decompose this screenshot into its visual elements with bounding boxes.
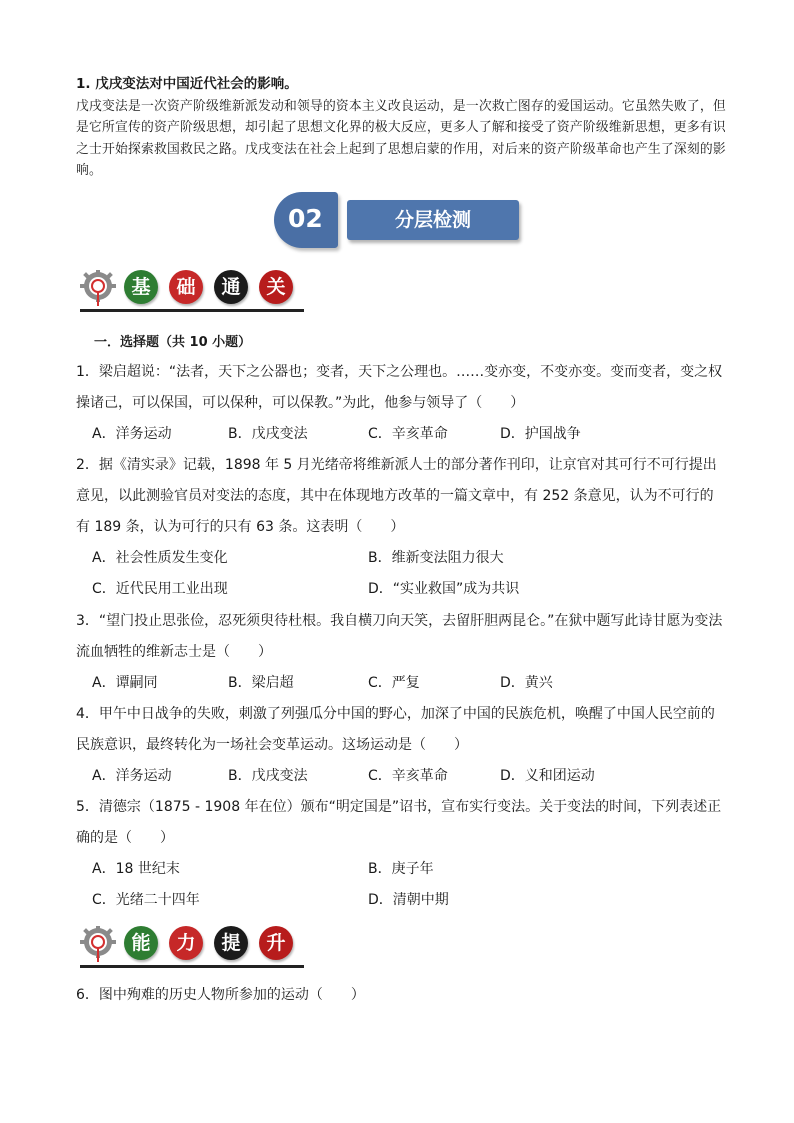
banner-underline [80,309,304,312]
section-label: 分层检测 [347,200,519,240]
banner-char-3: 提 [214,926,248,960]
option-d[interactable]: D．义和团运动 [500,768,595,784]
gear-magnifier-icon [80,926,116,962]
banner-char-3: 通 [214,270,248,304]
banner-char-1: 能 [124,926,158,960]
option-b[interactable]: B．戊戌变法 [228,426,308,442]
banner-char-4: 升 [259,926,293,960]
banner-char-2: 础 [169,270,203,304]
question-2 [76,450,726,605]
option-d[interactable]: D．黄兴 [500,675,553,691]
question-5 [76,792,726,916]
option-b[interactable]: B．庚子年 [368,861,434,877]
question-1 [76,357,726,450]
question-6 [76,980,726,1011]
banner-basic [80,268,304,312]
question-3 [76,606,726,699]
option-c[interactable]: C．近代民用工业出现 [92,581,228,597]
section-number: 02 [288,204,323,233]
option-a[interactable]: A．18 世纪末 [92,861,180,877]
question-stem: 2．据《清实录》记载，1898 年 5 月光绪帝将维新派人士的部分著作刊印，让京官对其可行不可行提出意见，以此测验官员对变法的态度，其中在体现地方改革的一篇文章中，有 252 条意见，认为不可行的有 189 条，认为可行的只有 63 条。这表明（ ） [76,457,717,535]
section-header [274,192,524,250]
intro-block [76,74,726,182]
option-d[interactable]: D．护国战争 [500,426,581,442]
option-a[interactable]: A．谭嗣同 [92,675,158,691]
option-c[interactable]: C．严复 [368,675,420,691]
banner-char-4: 关 [259,270,293,304]
option-c[interactable]: C．辛亥革命 [368,426,448,442]
option-c[interactable]: C．辛亥革命 [368,768,448,784]
option-c[interactable]: C．光绪二十四年 [92,892,200,908]
option-b[interactable]: B．维新变法阻力很大 [368,550,504,566]
banner-advanced [80,924,304,968]
intro-body: 戊戌变法是一次资产阶级维新派发动和领导的资本主义改良运动，是一次救亡图存的爱国运动。它虽然失败了，但是它所宣传的资产阶级思想，却引起了思想文化界的极大反应，更多人了解和接受了资产阶级维新思想，更多有识之士开始探索救国救民之路。戊戌变法在社会上起到了思想启蒙的作用，对后来的资产阶级革命也产生了深刻的影响。 [76,98,726,178]
question-options [76,854,726,885]
question-options [76,574,726,605]
option-d[interactable]: D．“实业救国”成为共识 [368,581,520,597]
question-options [76,668,726,699]
question-type-heading: 一．选择题（共 10 小题） [94,335,252,350]
banner-char-2: 力 [169,926,203,960]
question-stem: 5．清德宗（1875 - 1908 年在位）颁布“明定国是”诏书，宣布实行变法。关于变法的时间，下列表述正确的是（ ） [76,799,722,846]
question-options [76,885,726,916]
intro-title: 1. 戊戌变法对中国近代社会的影响。 [76,76,298,92]
banner-underline [80,965,304,968]
question-stem: 1．梁启超说：“法者，天下之公器也；变者，天下之公理也。……变亦变，不变亦变。变而变者，变之权操诸己，可以保国，可以保种，可以保教。”为此，他参与领导了（ ） [76,364,723,411]
section-number-badge [274,192,338,248]
question-options [76,419,726,450]
banner-char-1: 基 [124,270,158,304]
option-b[interactable]: B．戊戌变法 [228,768,308,784]
gear-magnifier-icon [80,270,116,306]
option-d[interactable]: D．清朝中期 [368,892,449,908]
question-options [76,761,726,792]
option-a[interactable]: A．洋务运动 [92,426,172,442]
option-a[interactable]: A．洋务运动 [92,768,172,784]
option-b[interactable]: B．梁启超 [228,675,294,691]
question-4 [76,699,726,792]
option-a[interactable]: A．社会性质发生变化 [92,550,228,566]
question-stem: 4．甲午中日战争的失败，刺激了列强瓜分中国的野心，加深了中国的民族危机，唤醒了中国人民空前的民族意识，最终转化为一场社会变革运动。这场运动是（ ） [76,706,715,753]
question-stem: 6．图中殉难的历史人物所参加的运动（ ） [76,987,365,1003]
question-stem: 3．“望门投止思张俭，忍死须臾待杜根。我自横刀向天笑，去留肝胆两昆仑。”在狱中题写此诗甘愿为变法流血牺牲的维新志士是（ ） [76,613,723,660]
question-options [76,543,726,574]
